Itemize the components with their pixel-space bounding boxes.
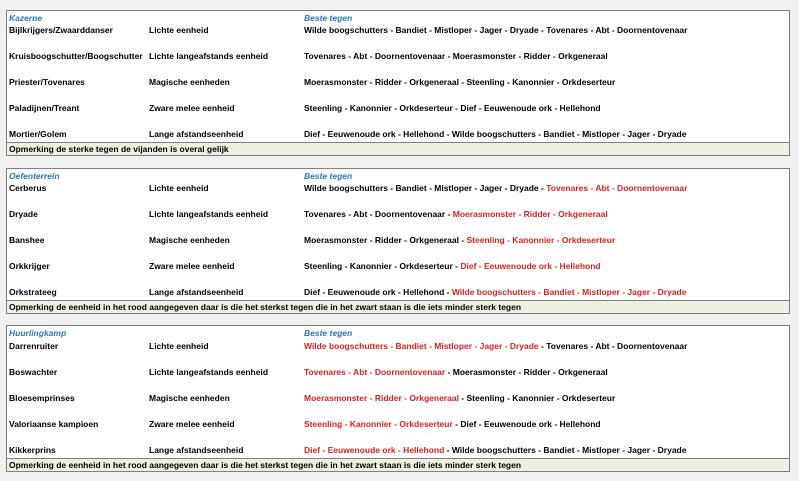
unit-name: Kruisboogschutter/Boogschutter [9, 51, 143, 61]
beste-tegen [304, 341, 687, 351]
unit-name: Orkstrateeg [9, 287, 57, 297]
unit-type: Zware melee eenheid [149, 103, 235, 113]
unit-type: Zware melee eenheid [149, 261, 235, 271]
counter-black: Tovenares - Abt - Doornentovenaar - [304, 209, 453, 219]
counter-black: Wilde boogschutters - Bandiet - Mistloper - Jager - Dryade - [304, 183, 547, 193]
table-row [7, 77, 789, 89]
table-row [7, 261, 789, 273]
counter-black: Moerasmonster - Ridder - Orkgeneraal - Steenling - Kanonnier - Orkdeserteur [304, 77, 616, 87]
unit-type: Lichte eenheid [149, 183, 209, 193]
beste-tegen [304, 25, 687, 35]
unit-type: Lange afstandseenheid [149, 287, 244, 297]
beste-tegen [304, 183, 687, 193]
unit-type: Lichte langeafstands eenheid [149, 209, 269, 219]
unit-name: Priester/Tovenares [9, 77, 85, 87]
counter-black: - Wilde boogschutters - Bandiet - Mistloper - Jager - Dryade [444, 445, 687, 455]
unit-type: Zware melee eenheid [149, 419, 235, 429]
counter-black: Moerasmonster - Ridder - Orkgeneraal - [304, 235, 467, 245]
counter-black: Steenling - Kanonnier - Orkdeserteur - [304, 261, 461, 271]
beste-tegen [304, 261, 601, 271]
unit-name: Bijlkrijgers/Zwaarddanser [9, 25, 113, 35]
unit-type: Lichte langeafstands eenheid [149, 367, 269, 377]
unit-name: Paladijnen/Treant [9, 103, 80, 113]
beste-tegen [304, 103, 601, 113]
beste-tegen [304, 51, 608, 61]
counter-red: Wilde boogschutters - Bandiet - Mistloper - Jager - Dryade [304, 341, 539, 351]
column-header-beste-tegen: Beste tegen [304, 13, 353, 23]
table-row [7, 25, 789, 37]
beste-tegen [304, 209, 608, 219]
beste-tegen [304, 393, 615, 403]
unit-type: Lichte langeafstands eenheid [149, 51, 269, 61]
table-row [7, 393, 789, 405]
table-row [7, 367, 789, 379]
counter-red: Wilde boogschutters - Bandiet - Mistloper - Jager - Dryade [451, 287, 687, 297]
counter-red: Moerasmonster - Ridder - Orkgeneraal [304, 393, 459, 403]
table-row [7, 235, 789, 247]
table-row [7, 129, 789, 141]
unit-name: Orkkrijger [9, 261, 50, 271]
unit-name: Darrenruiter [9, 341, 59, 351]
beste-tegen [304, 287, 686, 297]
column-header-beste-tegen: Beste tegen [304, 328, 353, 338]
table-row [7, 419, 789, 431]
section-note: Opmerking de eenheid in het rood aangegeven daar is die het sterkst tegen die in het zwart staan is die iets minder sterk tegen [7, 458, 789, 471]
section-title: Oefenterrein [9, 171, 60, 181]
column-header-beste-tegen: Beste tegen [304, 171, 353, 181]
counter-black: - Tovenares - Abt - Doornentovenaar [538, 341, 688, 351]
counter-red: Steenling - Kanonnier - Orkdeserteur [466, 235, 616, 245]
beste-tegen [304, 367, 608, 377]
unit-name: Cerberus [9, 183, 47, 193]
unit-type: Magische eenheden [149, 77, 230, 87]
table-row [7, 183, 789, 195]
counter-black: Steenling - Kanonnier - Orkdeserteur - Dief - Eeuwenoude ork - Hellehond [304, 103, 601, 113]
beste-tegen [304, 419, 601, 429]
section-title: Huurlingkamp [9, 328, 67, 338]
unit-type: Lichte eenheid [149, 341, 209, 351]
counter-black: Dief - Eeuwenoude ork - Hellehond - Wilde boogschutters - Bandiet - Mistloper - Jager - Dryade [304, 129, 687, 139]
unit-name: Bloesemprinses [9, 393, 75, 403]
counter-red: Moerasmonster - Ridder - Orkgeneraal [452, 209, 608, 219]
unit-type: Lichte eenheid [149, 25, 209, 35]
counter-black: - Moerasmonster - Ridder - Orkgeneraal [445, 367, 608, 377]
counter-red: Tovenares - Abt - Doornentovenaar [304, 367, 446, 377]
counter-black: Tovenares - Abt - Doornentovenaar - Moerasmonster - Ridder - Orkgeneraal [304, 51, 608, 61]
beste-tegen [304, 235, 615, 245]
table-row [7, 103, 789, 115]
unit-type: Lange afstandseenheid [149, 129, 244, 139]
unit-name: Mortier/Golem [9, 129, 67, 139]
section-huurlingkamp [6, 325, 790, 472]
unit-name: Dryade [9, 209, 38, 219]
unit-name: Boswachter [9, 367, 58, 377]
table-row [7, 287, 789, 299]
unit-type: Magische eenheden [149, 393, 230, 403]
counter-red: Dief - Eeuwenoude ork - Hellehond [460, 261, 601, 271]
section-kazerne [6, 10, 790, 156]
beste-tegen [304, 445, 686, 455]
section-note: Opmerking de eenheid in het rood aangegeven daar is die het sterkst tegen die in het zwart staan is die iets minder sterk tegen [7, 300, 789, 313]
counter-black: - Dief - Eeuwenoude ork - Hellehond [452, 419, 601, 429]
counter-black: Wilde boogschutters - Bandiet - Mistloper - Jager - Dryade - Tovenares - Abt - Doornentovenaar [304, 25, 688, 35]
unit-name: Kikkerprins [9, 445, 56, 455]
beste-tegen [304, 77, 615, 87]
section-title: Kazerne [9, 13, 43, 23]
section-note: Opmerking de sterke tegen de vijanden is overal gelijk [7, 142, 789, 155]
table-row [7, 209, 789, 221]
unit-type: Lange afstandseenheid [149, 445, 244, 455]
beste-tegen [304, 129, 686, 139]
unit-name: Banshee [9, 235, 45, 245]
counter-black: - Steenling - Kanonnier - Orkdeserteur [458, 393, 616, 403]
unit-name: Valoriaanse kampioen [9, 419, 99, 429]
table-row [7, 341, 789, 353]
counter-red: Tovenares - Abt - Doornentovenaar [546, 183, 688, 193]
table-row [7, 51, 789, 63]
table-row [7, 445, 789, 457]
counter-black: Dief - Eeuwenoude ork - Hellehond - [304, 287, 452, 297]
counter-red: Dief - Eeuwenoude ork - Hellehond [304, 445, 445, 455]
counter-red: Steenling - Kanonnier - Orkdeserteur [304, 419, 453, 429]
section-oefenterrein [6, 168, 790, 314]
unit-type: Magische eenheden [149, 235, 230, 245]
